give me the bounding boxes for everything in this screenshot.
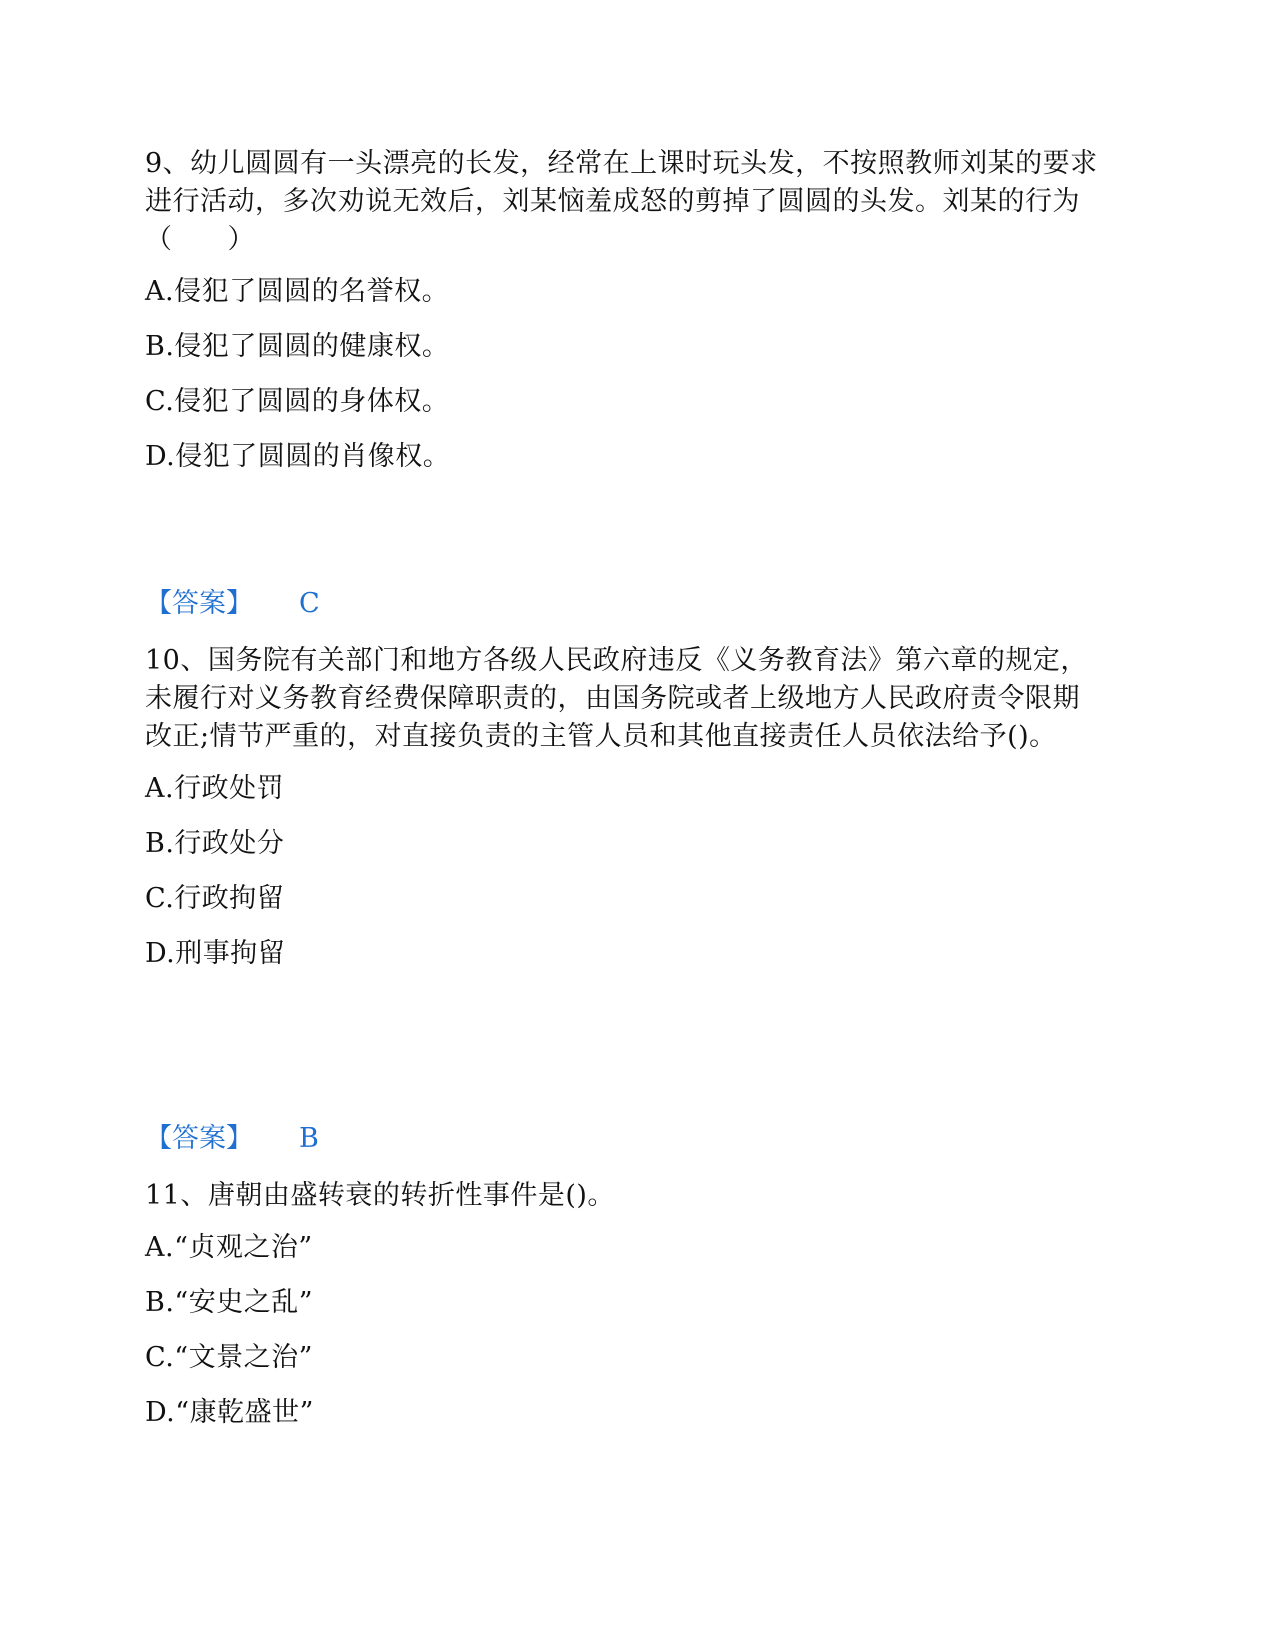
option-c: C.侵犯了圆圆的身体权。 — [145, 386, 450, 417]
option-c: C.“文景之治” — [145, 1342, 313, 1373]
answer-10 — [145, 1120, 319, 1158]
answer-value: B — [299, 1123, 319, 1154]
option-a: A.侵犯了圆圆的名誉权。 — [145, 276, 450, 307]
answer-9 — [145, 585, 320, 623]
answer-value: C — [299, 588, 320, 619]
question-9 — [145, 145, 1105, 493]
option-d: D.“康乾盛世” — [145, 1397, 314, 1428]
option-list — [145, 1229, 1105, 1432]
option-list — [145, 273, 1105, 476]
option-d: D.侵犯了圆圆的肖像权。 — [145, 441, 451, 472]
option-d: D.刑事拘留 — [145, 938, 286, 969]
question-text: 11、唐朝由盛转衰的转折性事件是()。 — [145, 1180, 615, 1211]
answer-label: 【答案】 — [145, 1123, 253, 1154]
answer-label: 【答案】 — [145, 588, 253, 619]
question-10 — [145, 642, 1105, 990]
option-a: A.“贞观之治” — [145, 1232, 313, 1263]
option-b: B.侵犯了圆圆的健康权。 — [145, 331, 450, 362]
option-b: B.“安史之乱” — [145, 1287, 314, 1318]
question-text: 9、幼儿圆圆有一头漂亮的长发，经常在上课时玩头发，不按照教师刘某的要求进行活动，多次劝说无效后，刘某恼羞成怒的剪掉了圆圆的头发。刘某的行为（ ） — [145, 148, 1098, 255]
option-list — [145, 770, 1105, 973]
question-text: 10、国务院有关部门和地方各级人民政府违反《义务教育法》第六章的规定，未履行对义务教育经费保障职责的，由国务院或者上级地方人民政府责令限期改正;情节严重的，对直接负责的主管人员和其他直接责任人员依法给予()。 — [145, 645, 1088, 752]
option-b: B.行政处分 — [145, 828, 285, 859]
option-a: A.行政处罚 — [145, 773, 285, 804]
question-11 — [145, 1177, 1105, 1449]
option-c: C.行政拘留 — [145, 883, 285, 914]
